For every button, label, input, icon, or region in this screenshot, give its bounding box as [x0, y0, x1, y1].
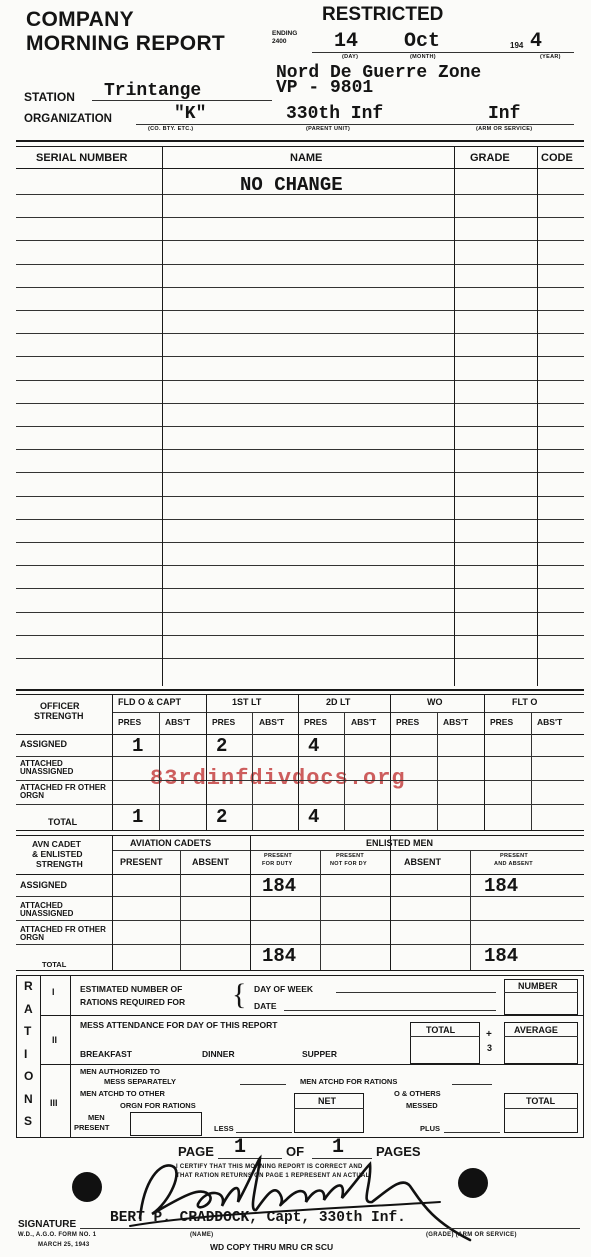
- total-1st-lt: 2: [216, 806, 228, 828]
- rations-section-divider: [70, 975, 71, 1137]
- personnel-row-rule: [16, 333, 584, 334]
- sub-pres: PRES: [118, 717, 142, 727]
- section-i: I: [52, 987, 55, 997]
- officer-sub-divider: [344, 712, 345, 830]
- sub-abst: ABS'T: [259, 717, 285, 727]
- officer-row-rule: [16, 804, 584, 805]
- org-caption: (CO. BTY. ETC.): [148, 126, 194, 132]
- enlisted-group-divider: [112, 835, 113, 970]
- officer-header-rule: [16, 734, 584, 735]
- personnel-row-rule: [16, 240, 584, 241]
- year-caption: (YEAR): [540, 54, 561, 60]
- watermark: 83rdinfdivdocs.org: [150, 766, 406, 791]
- total-label: TOTAL: [426, 1025, 456, 1035]
- required-label: RATIONS REQUIRED FOR: [80, 997, 186, 1007]
- net-label: NET: [318, 1096, 336, 1106]
- enlisted-top-rule: [16, 835, 584, 836]
- officer-group-divider: [298, 694, 299, 830]
- enlisted-sub-divider: [470, 850, 471, 970]
- grade-caption: (GRADE) (ARM OR SERVICE): [426, 1232, 517, 1238]
- row-attached-other: ATTACHED FR OTHER ORGN: [20, 783, 106, 800]
- personnel-row-rule: [16, 612, 584, 613]
- name-caption: (NAME): [190, 1232, 214, 1238]
- sub-pres: PRES: [304, 717, 328, 727]
- aviation-cadets-header: AVIATION CADETS: [130, 838, 212, 848]
- officer-sub-divider: [437, 712, 438, 830]
- enlisted-row-rule: [16, 920, 584, 921]
- em-assigned-present-duty: 184: [262, 875, 297, 897]
- divide-three: 3: [487, 1043, 493, 1053]
- certify-line-1: I CERTIFY THAT THIS MORNING REPORT IS CORRECT AND: [176, 1164, 363, 1170]
- em-row-attached-unassigned: ATTACHED UNASSIGNED: [20, 901, 74, 918]
- em-total-present-duty: 184: [262, 945, 297, 967]
- row-total: TOTAL: [48, 817, 78, 827]
- enlisted-group-divider: [250, 835, 251, 970]
- estimated-label: ESTIMATED NUMBER OF: [80, 984, 183, 994]
- page-number: 1: [234, 1136, 247, 1159]
- em-present-duty-2: FOR DUTY: [262, 861, 293, 867]
- enlisted-men-header: ENLISTED MEN: [366, 838, 434, 848]
- officer-label-2: STRENGTH: [34, 711, 84, 721]
- group-flt-o: FLT O: [512, 697, 538, 707]
- cadet-absent: ABSENT: [192, 857, 230, 867]
- personnel-row-rule: [16, 542, 584, 543]
- officer-sub-divider: [159, 712, 160, 830]
- entry-no-change: NO CHANGE: [240, 174, 343, 196]
- enlisted-row-rule: [16, 896, 584, 897]
- men-present-box: [130, 1112, 202, 1136]
- officer-bottom-rule: [16, 830, 584, 831]
- parent-caption: (PARENT UNIT): [306, 126, 351, 132]
- punch-hole-left-icon: [72, 1172, 102, 1202]
- station-value: Trintange: [104, 81, 202, 101]
- personnel-row-rule: [16, 310, 584, 311]
- dinner-label: DINNER: [202, 1049, 235, 1059]
- average-label: AVERAGE: [514, 1025, 558, 1035]
- em-row-attached-other: ATTACHED FR OTHER ORGN: [20, 925, 106, 942]
- officer-row-rule: [16, 756, 584, 757]
- brace: {: [232, 978, 247, 1011]
- sub-pres: PRES: [490, 717, 514, 727]
- form-title-morning-report: MORNING REPORT: [26, 32, 226, 55]
- cadet-present: PRESENT: [120, 857, 163, 867]
- arm-value: Inf: [488, 104, 521, 124]
- year-prefix: 194: [510, 41, 524, 50]
- em-absent: ABSENT: [404, 857, 442, 867]
- officer-group-divider: [390, 694, 391, 830]
- restricted-stamp: RESTRICTED: [322, 4, 444, 25]
- total-fld-capt: 1: [132, 806, 144, 828]
- signature-label: SIGNATURE: [18, 1219, 77, 1230]
- personnel-row-rule: [16, 356, 584, 357]
- rations-side-letter: S: [24, 1114, 33, 1128]
- personnel-row-rule: [16, 565, 584, 566]
- col-code: CODE: [541, 152, 573, 164]
- personnel-row-rule: [16, 472, 584, 473]
- row-assigned: ASSIGNED: [20, 739, 68, 749]
- group-wo: WO: [427, 697, 443, 707]
- personnel-row-rule: [16, 449, 584, 450]
- form-title-company: COMPANY: [26, 8, 134, 31]
- personnel-row-rule: [16, 194, 584, 195]
- men-label: MEN: [88, 1113, 105, 1122]
- personnel-row-rule: [16, 380, 584, 381]
- men-authorized-label: MEN AUTHORIZED TO: [80, 1067, 160, 1076]
- enlisted-label-2: & ENLISTED: [32, 849, 83, 859]
- o-others-label: O & OTHERS: [394, 1089, 441, 1098]
- certify-line-2: THAT RATION RETURNS ON PAGE 1 REPRESENT AN ACTUAL: [176, 1173, 370, 1179]
- em-row-total: TOTAL: [42, 960, 67, 969]
- enlisted-header-rule: [16, 874, 584, 875]
- enlisted-bottom-rule: [16, 970, 584, 971]
- officer-group-divider: [112, 694, 113, 830]
- sub-abst: ABS'T: [443, 717, 469, 727]
- orgn-for-rations-label: ORGN FOR RATIONS: [120, 1101, 196, 1110]
- station-label: STATION: [24, 90, 75, 104]
- arm-caption: (ARM OR SERVICE): [476, 126, 533, 132]
- rations-right-border: [583, 975, 584, 1137]
- row-attached-unassigned: ATTACHED UNASSIGNED: [20, 759, 74, 776]
- rations-bottom-rule: [16, 1137, 584, 1138]
- personnel-row-rule: [16, 588, 584, 589]
- rations-side-letter: I: [24, 1046, 28, 1061]
- personnel-row-rule: [16, 658, 584, 659]
- enlisted-group-rule: [112, 850, 584, 851]
- sub-abst: ABS'T: [537, 717, 563, 727]
- ration-total-label: TOTAL: [526, 1096, 556, 1106]
- zone-text: Nord De Guerre Zone: [276, 63, 482, 83]
- col-divider-name: [454, 146, 455, 686]
- sub-abst: ABS'T: [351, 717, 377, 727]
- sub-abst: ABS'T: [165, 717, 191, 727]
- em-row-assigned: ASSIGNED: [20, 880, 68, 890]
- pages-label: PAGES: [376, 1144, 421, 1159]
- em-present-not-duty-1: PRESENT: [336, 853, 365, 859]
- personnel-row-rule: [16, 496, 584, 497]
- personnel-row-rule: [16, 635, 584, 636]
- group-2d-lt: 2D LT: [326, 697, 351, 707]
- plus-word-label: PLUS: [420, 1124, 441, 1133]
- section-ii: II: [52, 1035, 58, 1045]
- col-serial-number: SERIAL NUMBER: [36, 152, 128, 164]
- em-present-absent-1: PRESENT: [500, 853, 529, 859]
- messed-label: MESSED: [406, 1101, 438, 1110]
- officer-sub-divider: [252, 712, 253, 830]
- group-1st-lt: 1ST LT: [232, 697, 262, 707]
- enlisted-sub-divider: [180, 850, 181, 970]
- rations-side-letter: R: [24, 979, 33, 993]
- em-total-present-absent: 184: [484, 945, 519, 967]
- total-2d-lt: 4: [308, 806, 320, 828]
- personnel-row-rule: [16, 264, 584, 265]
- officer-row-rule: [16, 780, 584, 781]
- rations-side-letter: A: [24, 1001, 33, 1016]
- date-label: DATE: [254, 1001, 277, 1011]
- number-label: NUMBER: [518, 981, 558, 991]
- em-present-not-duty-2: NOT FOR DY: [330, 861, 367, 867]
- rations-side-letter: T: [24, 1024, 32, 1038]
- parent-unit-value: 330th Inf: [286, 104, 384, 124]
- personnel-row-rule: [16, 426, 584, 427]
- ending-label: ENDING: [272, 30, 298, 37]
- pages-number: 1: [332, 1136, 345, 1159]
- assigned-fld-capt: 1: [132, 735, 144, 757]
- mess-attendance-label: MESS ATTENDANCE FOR DAY OF THIS REPORT: [80, 1020, 278, 1030]
- col-divider-grade: [537, 146, 538, 686]
- page-label: PAGE: [178, 1144, 214, 1159]
- officer-group-divider: [484, 694, 485, 830]
- signer-name: BERT P. CRADDOCK, Capt, 330th Inf.: [110, 1210, 406, 1226]
- em-present-duty-1: PRESENT: [264, 853, 293, 859]
- col-grade: GRADE: [470, 152, 510, 164]
- rations-side-letter: O: [24, 1069, 34, 1083]
- rations-left-border: [16, 975, 17, 1137]
- officer-label-1: OFFICER: [40, 701, 80, 711]
- men-atchd-other-label: MEN ATCHD TO OTHER: [80, 1089, 165, 1098]
- officer-group-rule: [112, 712, 584, 713]
- report-month: Oct: [404, 30, 441, 53]
- assigned-1st-lt: 2: [216, 735, 228, 757]
- officer-sub-divider: [531, 712, 532, 830]
- personnel-header-rule: [16, 168, 584, 169]
- rations-side-letter: N: [24, 1091, 33, 1106]
- enlisted-sub-divider: [320, 850, 321, 970]
- plus-sign: +: [486, 1029, 492, 1040]
- enlisted-label-3: STRENGTH: [36, 859, 83, 869]
- rations-section-rule-1: [40, 1015, 584, 1016]
- less-label: LESS: [214, 1124, 234, 1133]
- day-of-week-label: DAY OF WEEK: [254, 984, 314, 994]
- col-name: NAME: [290, 152, 323, 164]
- sub-pres: PRES: [212, 717, 236, 727]
- breakfast-label: BREAKFAST: [80, 1049, 132, 1059]
- personnel-row-rule: [16, 519, 584, 520]
- enlisted-group-divider: [390, 835, 391, 970]
- form-date: MARCH 25, 1943: [38, 1242, 90, 1248]
- enlisted-row-rule: [16, 944, 584, 945]
- rations-top-rule: [16, 975, 584, 976]
- rations-letter-divider: [40, 975, 41, 1137]
- sub-pres: PRES: [396, 717, 420, 727]
- personnel-row-rule: [16, 403, 584, 404]
- of-label: OF: [286, 1144, 305, 1159]
- organization-label: ORGANIZATION: [24, 113, 112, 125]
- personnel-row-rule: [16, 287, 584, 288]
- day-caption: (DAY): [342, 54, 359, 60]
- report-year-digit: 4: [530, 30, 543, 53]
- col-divider-serial: [162, 146, 163, 686]
- report-day: 14: [334, 30, 359, 53]
- organization-value: "K": [174, 104, 207, 124]
- form-number: W.D., A.G.O. FORM NO. 1: [18, 1232, 97, 1238]
- em-present-absent-2: AND ABSENT: [494, 861, 533, 867]
- personnel-row-rule: [16, 217, 584, 218]
- present-label: PRESENT: [74, 1123, 110, 1132]
- rations-section-rule-2: [40, 1064, 584, 1065]
- ending-time: 2400: [272, 38, 287, 45]
- month-caption: (MONTH): [410, 54, 436, 60]
- enlisted-label-1: AVN CADET: [32, 839, 81, 849]
- assigned-2d-lt: 4: [308, 735, 320, 757]
- em-assigned-present-absent: 184: [484, 875, 519, 897]
- group-fld-capt: FLD O & CAPT: [118, 697, 181, 707]
- officer-group-divider: [206, 694, 207, 830]
- vp-text: VP - 9801: [276, 78, 374, 98]
- wd-copy-note: WD COPY THRU MRU CR SCU: [210, 1242, 334, 1252]
- mess-separately-label: MESS SEPARATELY: [104, 1077, 176, 1086]
- men-atchd-label: MEN ATCHD FOR RATIONS: [300, 1077, 398, 1086]
- supper-label: SUPPER: [302, 1049, 337, 1059]
- section-iii: III: [50, 1098, 58, 1108]
